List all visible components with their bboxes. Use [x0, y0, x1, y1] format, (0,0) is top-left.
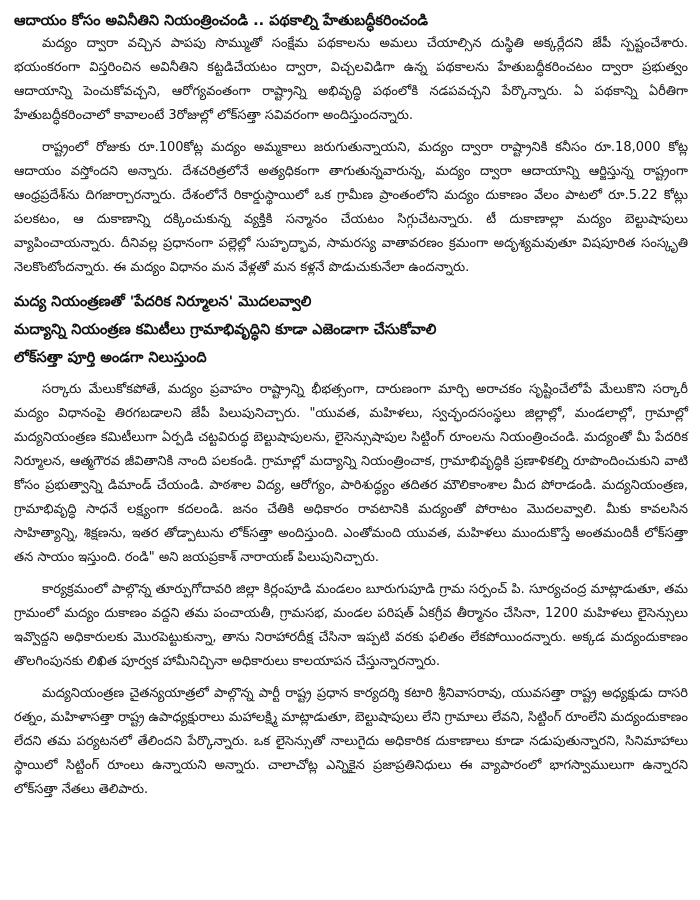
subheadings — [14, 288, 688, 372]
paragraph-5: మద్యనియంత్రణ చైతన్యయాత్రలో పాల్గొన్న పార్టీ రాష్ట్ర ప్రధాన కార్యదర్శి కటారి శ్రీనివాసరావు, యువసత్తా రాష్ట్ర అధ్యక్షుడు దాసరి రత్నం, మహిళాసత్తా రాష్ట్ర ఉపాధ్యక్షురాలు మహాలక్ష్మి మాట్లాడుతూ, బెల్టుషాపులు లేని గ్రామాలు లేవని, సిట్టింగ్ రూంలేని మద్యందుకాణం లేదని తమ పర్యటనలో తేలిందని పేర్కొన్నారు. ఒక లైసెన్సుతో నాలుగైదు అధికారిక దుకాణాలు కూడా నడుపుతున్నారని, సినిమాహాలు స్థాయిలో సిట్టింగ్ రూంలు ఉన్నాయని అన్నారు. చాలాచోట్ల ఎన్నికైన ప్రజాప్రతినిధులు ఈ వ్యాపారంలో భాగస్వాములుగా ఉన్నారని లోక్‌సత్తా నేతలు తెలిపారు. — [14, 686, 688, 797]
paragraph-2: రాష్ట్రంలో రోజుకు రూ.100కోట్ల మద్యం అమ్మకాలు జరుగుతున్నాయని, మద్యం ద్వారా రాష్ట్రానికి కనీసం రూ.18,000 కోట్ల ఆదాయం వస్తోందని అన్నారు. దేశచరిత్రలోనే అత్యధికంగా తాగుతున్నవారున్న, మద్యం ద్వారా ఆదాయాన్ని ఆర్జిస్తున్న రాష్ట్రంగా ఆంధ్రప్రదేశ్‌ను దిగజార్చారన్నారు. దేశంలోనే రికార్డుస్థాయిలో ఒక గ్రామీణ ప్రాంతంలోని మద్యం దుకాణం వేలం పాటలో రూ.5.22 కోట్లు పలకటం, ఆ దుకాణాన్ని దక్కించుకున్న వ్యక్తికి సన్మానం చేయటం సిగ్గుచేటన్నారు. టీ దుకాణాల్లా మద్యం బెల్టుషాపులు వ్యాపించాయన్నారు. దీనివల్ల ప్రధానంగా పల్లెల్లో సుహృద్భావ, సామరస్య వాతావరణం క్రమంగా అదృశ్యమవుతూ విషపూరిత సంస్కృతి నెలకొంటోందన్నారు. ఈ మద్యం విధానం మన వేళ్లతో మన కళ్లనే పొడుచుకునేలా ఉందన్నారు. — [14, 140, 688, 275]
paragraph-1: మద్యం ద్వారా వచ్చిన పాపపు సొమ్ముతో సంక్షేమ పథకాలను అమలు చేయాల్సిన దుస్థితి అక్కర్లేదని జేపీ స్పష్టంచేశారు. భయంకరంగా విస్తరించిన అవినీతిని కట్టడిచేయటం ద్వారా, విచ్చలవిడిగా ఉన్న పథకాలను హేతుబద్ధీకరించటం ద్వారా ప్రభుత్వం ఆదాయాన్ని పెంచుకోవచ్చని, ఆరోగ్యవంతంగా రాష్ట్రాన్ని అభివృద్ధి పథంలోకి నడపవచ్చని పేర్కొన్నారు. ఏ పథకాన్ని ఏరీతిగా హేతుబద్ధీకరించాలో కావాలంటే 3రోజుల్లో లోక్‌సత్తా సవివరంగా అందిస్తుందన్నారు. — [14, 36, 688, 123]
subheading-1: మద్య నియంత్రణతో 'పేదరిక నిర్మూలన' మొదలవ్వాలి — [14, 294, 312, 310]
subheading-2: మద్యాన్ని నియంత్రణ కమిటీలు గ్రామాభివృద్ధిని కూడా ఎజెండాగా చేసుకోవాలి — [14, 322, 437, 338]
page-title: ఆదాయం కోసం అవినీతిని నియంత్రించండి .. పథకాల్ని హేతుబద్ధీకరించండి — [14, 13, 429, 29]
paragraph-3: సర్కారు మేలుకోకపోతే, మద్యం ప్రవాహం రాష్ట్రాన్ని భీభత్సంగా, దారుణంగా మార్చి అరాచకం సృష్టించేలోపే మేలుకొని సర్కారీ మద్యం విధానంపై తిరగబడాలని జేపీ పిలుపునిచ్చారు. "యువత, మహిళలు, స్వచ్ఛందసంస్థలు జిల్లాల్లో, మండలాల్లో, గ్రామాల్లో మద్యనియంత్రణ కమిటీలుగా ఏర్పడి చట్టవిరుద్ధ బెల్టుషాపులను, లైసెన్సుషాపుల సిట్టింగ్ రూంలను నియంత్రించండి. మద్యంతో మీ పేదరిక నిర్మూలన, ఆత్మగౌరవ జీవితానికి నాంది పలకండి. గ్రామాల్లో మద్యాన్ని నియంత్రించాక, గ్రామాభివృద్ధికి ప్రణాళికల్ని రూపొందించుకుని వాటి కోసం ప్రభుత్వాన్ని డిమాండ్ చేయండి. పాఠశాల విద్య, ఆరోగ్యం, పారిశుద్ధ్యం తదితర మౌలికాంశాల మీద పోరాడండి. మద్యనియంత్రణ, గ్రామాభివృద్ధి సాధనే లక్ష్యంగా కదలండి. జనం చేతికి అధికారం రావటానికి మద్యంతో పోరాటం మొదలవ్వాలి. మీకు కావలసిన సాహిత్యాన్ని, శిక్షణను, ఇతర తోడ్పాటును లోక్‌సత్తా అందిస్తుంది. ఎంతోమంది యువత, మహిళలు ముందుకొస్తే అంతమందికీ లోక్‌సత్తా తన సాయం ఇస్తుంది. రండి" అని జయప్రకాశ్ నారాయణ్ పిలుపునిచ్చారు. — [14, 382, 688, 565]
subheading-3: లోక్‌సత్తా పూర్తి అండగా నిలుస్తుంది — [14, 350, 207, 366]
paragraph-4: కార్యక్రమంలో పాల్గొన్న తూర్పుగోదావరి జిల్లా కిర్లంపూడి మండలం బూరుగుపూడి గ్రామ సర్పంచ్ పి. సూర్యచంద్ర మాట్లాడుతూ, తమ గ్రామంలో మద్యం దుకాణం వద్దని తమ పంచాయతీ, గ్రామసభ, మండల పరిషత్ ఏకగ్రీవ తీర్మానం చేసినా, 1200 మహిళలు లైసెన్సులు ఇవ్వొద్దని అధికారులకు మొరపెట్టుకున్నా, తాను నిరాహారదీక్ష చేసినా ఇప్పటి వరకు ఫలితం లేకపోయిందన్నారు. అక్కడ మద్యందుకాణం తొలగింపునకు లిఖిత పూర్వక హామీనిచ్చినా అధికారులు కాలయాపన చేస్తున్నారన్నారు. — [14, 582, 688, 669]
